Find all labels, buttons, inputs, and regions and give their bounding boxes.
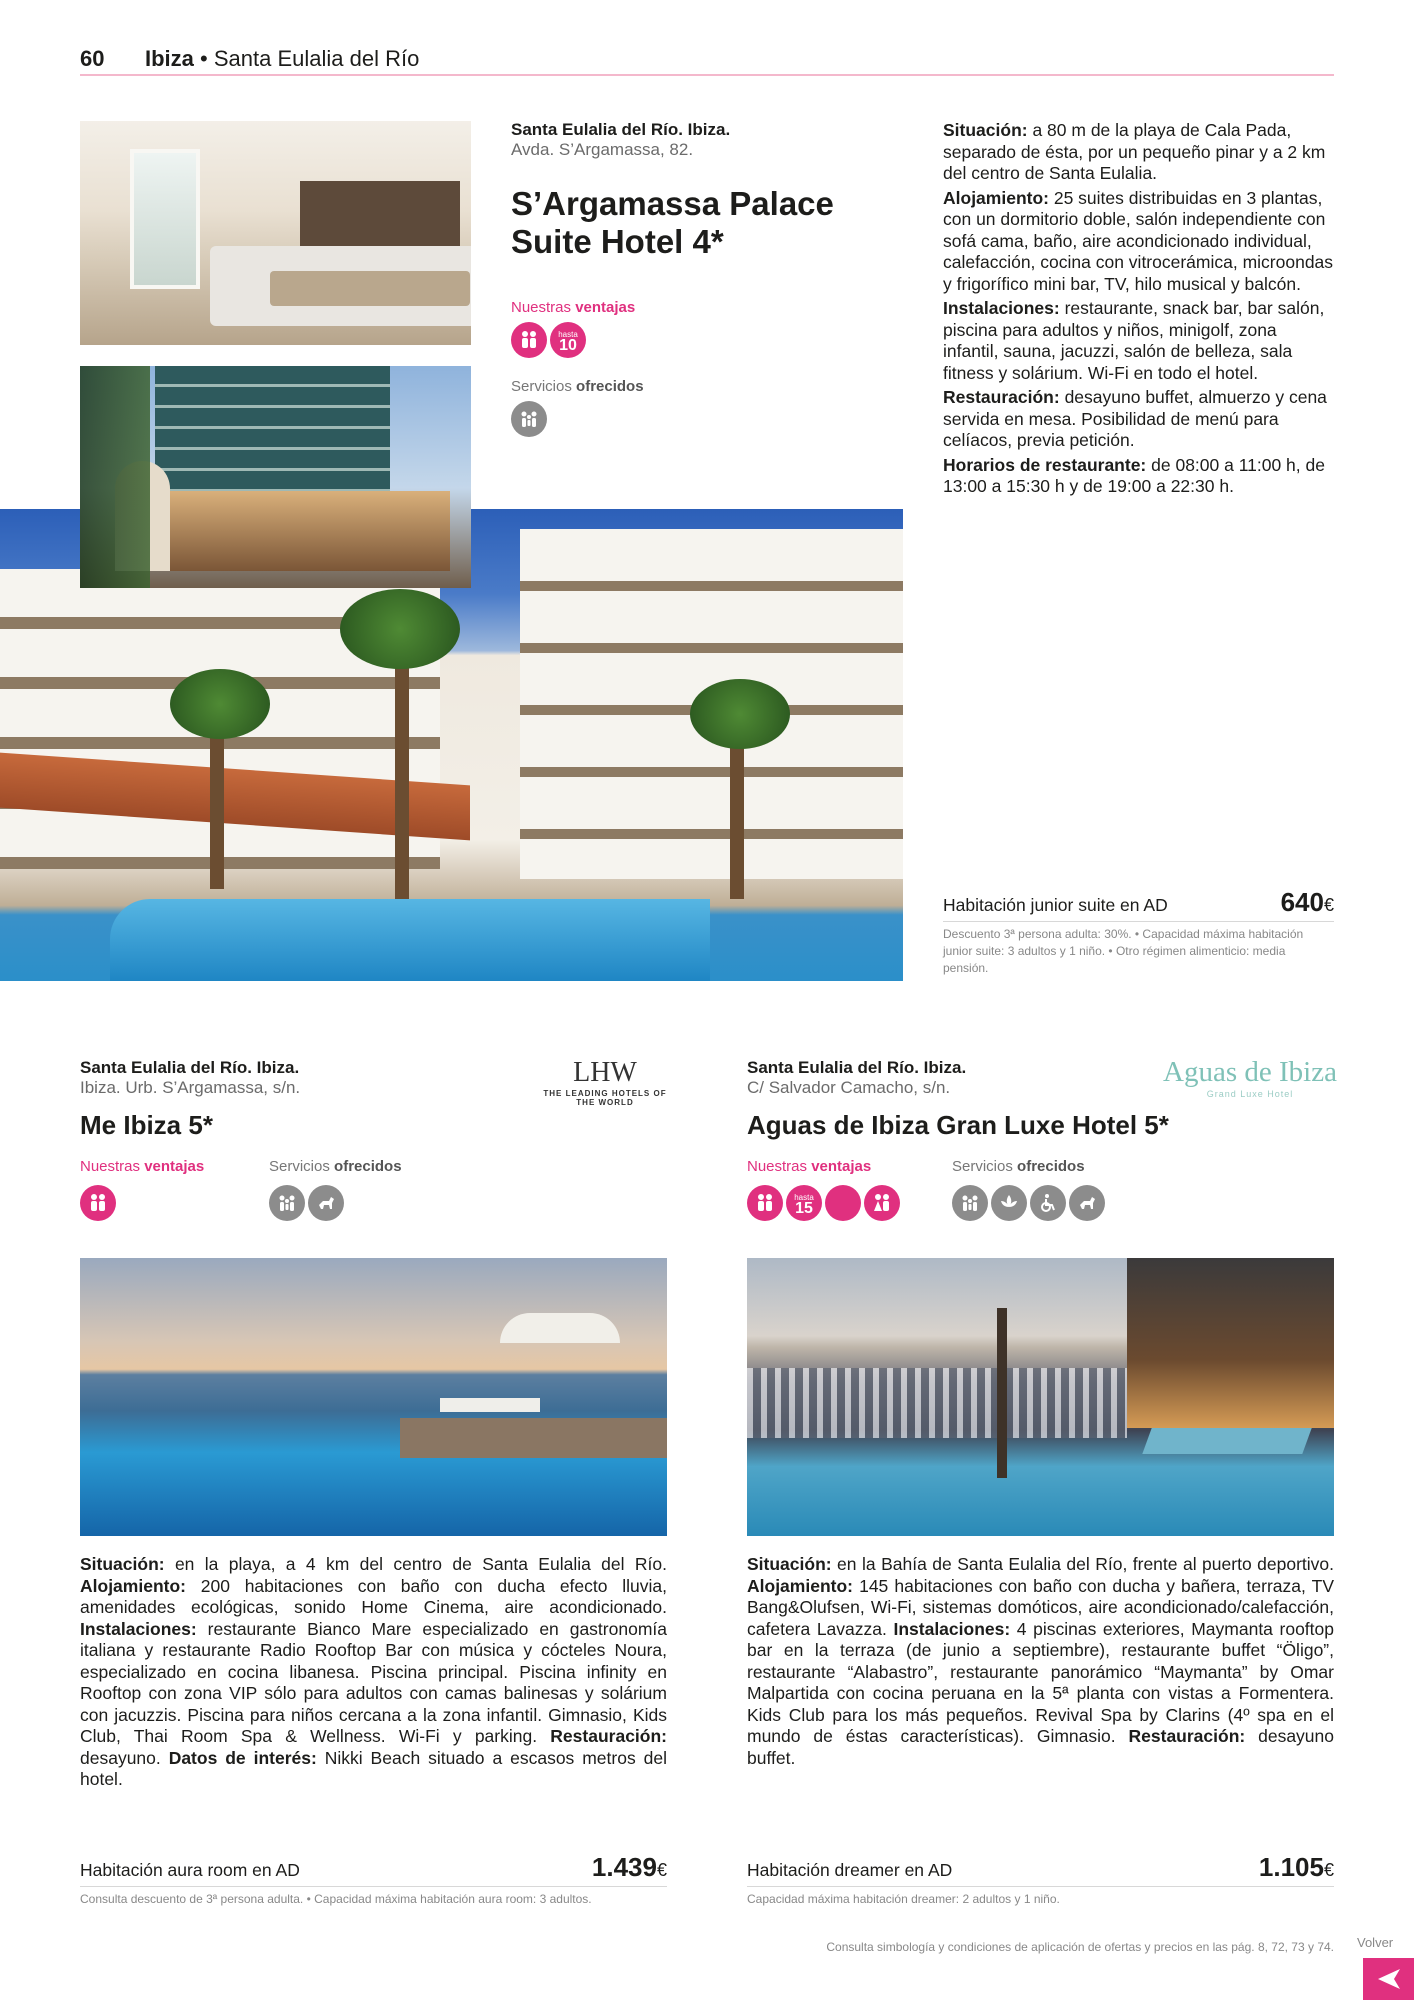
hotel3-address: C/ Salvador Camacho, s/n. [747,1078,951,1097]
hotel1-room-photo [80,121,471,345]
header-rule [80,74,1334,76]
hotel3-price-row [747,1852,1334,1887]
back-arrow-icon [1376,1967,1402,1991]
detail-key: Instalaciones: [943,298,1060,318]
detail-text: 145 habitaciones con baño con ducha y bañera, terraza, TV Bang&Olufsen, Wi-Fi, sistemas domóticos, aire acondicionado/calefacción, cafetera Lavazza. [747,1575,1334,1639]
detail-key: Instalaciones: [80,1618,197,1639]
hotel1-detail [943,188,1334,296]
hotel2-description [80,1554,667,1791]
logo-mark: LHW [573,1057,637,1088]
hotel2-services [269,1158,402,1221]
label-part-bold: ofrecidos [576,378,644,395]
badge-top: hasta [794,1193,814,1202]
kids-club-icon [952,1185,988,1221]
detail-text: desayuno. [80,1747,169,1768]
badge-value: 15 [795,1200,813,1217]
detail-text: de 08:00 a 11:00 h, de 13:00 a 15:30 h y de 19:00 a 22:30 h. [943,454,1325,496]
hotel1-detail [943,298,1334,384]
price-amount: 1.439 [591,1852,657,1882]
logo-sub: Grand Luxe Hotel [1206,1089,1294,1099]
detail-text: desayuno buffet, almuerzo y cena servida en mesa. Posibilidad de menú para celíacos, previa petición. [943,387,1327,450]
detail-key: Alojamiento: [943,187,1049,208]
kids-club-icon [511,401,547,437]
detail-key: Datos de interés: [168,1747,317,1768]
hotel1-service-icons [511,401,841,437]
spa-icon [991,1185,1027,1221]
hotel2-service-icons [269,1185,402,1221]
hotel2-address: Ibiza. Urb. S’Argamassa, s/n. [80,1078,301,1097]
label-part: Servicios [511,378,572,395]
detail-key: Restauración: [943,387,1060,407]
detail-key: Restauración: [550,1726,667,1746]
hotel1-price-label: Habitación junior suite en AD [943,895,1168,915]
label-part: Servicios [269,1158,330,1175]
hotel1-header [511,120,841,437]
label-part: Servicios [952,1158,1013,1175]
pet-friendly-icon [1069,1185,1105,1221]
hotel1-price-row [943,887,1334,922]
label-part-bold: ventajas [575,299,636,316]
pet-friendly-icon [308,1185,344,1221]
detail-text: 200 habitaciones con baño con ducha efecto lluvia, amenidades ecológicas, sonido Home Cinema, aire acondicionado. [80,1575,667,1617]
hotel1-name-line2: Suite Hotel 4* [511,223,724,260]
hotel3-description [747,1554,1334,1769]
detail-key: Situación: [943,120,1028,140]
detail-text: a 80 m de la playa de Cala Pada, separado de ésta, por un pequeño pinar y a 2 km del centro de Santa Eulalia. [943,120,1326,183]
back-label[interactable]: Volver [1357,1935,1394,1950]
page-section-title [145,46,419,72]
back-button[interactable] [1363,1958,1414,2000]
hotel1-detail [943,387,1334,452]
hasta-15-icon [786,1185,822,1221]
hotel1-price-note: Descuento 3ª persona adulta: 30%. • Capacidad máxima habitación junior suite: 3 adultos y 1 niño. • Otro régimen alimenticio: media pensión. [943,927,1304,975]
badge-top: hasta [558,330,578,339]
hotel1-name [511,185,841,261]
hotel2-header [80,1058,530,1141]
price-amount: 640 [1280,887,1324,917]
hotel1-advantages-label [511,299,841,316]
hotel2-price-block [80,1852,667,1908]
hotel3-price-block [747,1852,1334,1908]
hotel1-detail [943,120,1334,185]
hotel2-brand-logo [540,1057,670,1119]
label-part: Nuestras [511,299,572,316]
detail-key: Horarios de restaurante: [943,454,1147,475]
accessible-icon [1030,1185,1066,1221]
hotel3-brand-logo [1160,1056,1340,1099]
hotel1-price-block [943,887,1334,977]
hotel2-advantages [80,1158,204,1221]
price-currency: € [1323,1860,1334,1880]
hotel3-service-icons [952,1185,1105,1221]
detail-text: 25 suites distribuidas en 3 plantas, con un dormitorio doble, salón independiente con sofá cama, baño, aire acondicionado individual, calefacción, cocina con vitrocerámica, microondas y frigorífico mini bar, TV, hilo musical y balcón. [943,187,1334,294]
hotel1-exterior-photo [80,366,471,588]
detail-text: desayuno buffet. [747,1726,1335,1768]
label-part-bold: ofrecidos [334,1158,402,1175]
detail-text: restaurante, snack bar, bar salón, piscina para adultos y niños, minigolf, zona infantil, sauna, jacuzzi, salón de belleza, sala fitness y solárium. Wi-Fi en todo el hotel. [943,298,1325,383]
hotel2-services-label [269,1158,402,1175]
detail-key: Instalaciones: [893,1618,1011,1639]
price-currency: € [1323,895,1334,915]
hasta-10-icon [550,322,586,358]
hotel2-price-row [80,1852,667,1887]
hotel3-location: Santa Eulalia del Río. Ibiza. [747,1058,967,1077]
detail-text: restaurante Bianco Mare especializado en gastronomía italiana y restaurante Radio Rooftop Bar con música y cócteles Noura, especializado en cocina libanesa. Piscina principal. Piscina infinity en Rooftop con zona VIP sólo para adultos con camas balinesas y solárium con jacuzzis. Piscina para niños cercana a la zona infantil. Gimnasio, Kids Club, Thai Room Spa & Wellness. Wi-Fi y parking. [80,1618,667,1746]
page-number: 60 [80,46,105,71]
hotel3-price [1259,1852,1334,1883]
detail-key: Situación: [80,1554,165,1574]
detail-key: Alojamiento: [80,1575,186,1596]
hotel3-advantages [747,1158,900,1221]
logo-name: Aguas de Ibiza [1163,1056,1337,1088]
detail-key: Situación: [747,1554,832,1574]
price-currency: € [656,1860,667,1880]
novios-icon [864,1185,900,1221]
detail-text: en la playa, a 4 km del centro de Santa Eulalia del Río. [164,1554,667,1574]
luna-de-miel-icon [825,1185,861,1221]
hotel1-name-line1: S’Argamassa Palace [511,185,834,222]
hotel2-pool-photo [80,1258,667,1536]
label-part: Nuestras [747,1158,808,1175]
hotel3-name: Aguas de Ibiza Gran Luxe Hotel 5* [747,1110,1169,1140]
area-name: Santa Eulalia del Río [213,46,420,71]
footer-disclaimer: Consulta simbología y condiciones de aplicación de ofertas y precios en las pág. 8, 72, 73 y 74. [826,1940,1334,1954]
price-amount: 1.105 [1258,1852,1324,1882]
descuento-icon [511,322,547,358]
region-name: Ibiza [145,46,194,71]
hotel2-price [592,1852,667,1883]
descuento-icon [80,1185,116,1221]
hotel2-advantage-icons [80,1185,204,1221]
detail-key: Alojamiento: [747,1575,853,1596]
hotel3-rooftop-photo [747,1258,1334,1536]
hotel3-advantage-icons [747,1185,900,1221]
label-part-bold: ventajas [144,1158,205,1175]
hotel3-price-note: Capacidad máxima habitación dreamer: 2 adultos y 1 niño. [747,1892,1060,1906]
hotel2-location: Santa Eulalia del Río. Ibiza. [80,1058,300,1077]
hotel3-advantages-label [747,1158,900,1175]
hotel3-services [952,1158,1105,1221]
hotel1-advantage-icons [511,322,841,358]
detail-key: Restauración: [1128,1726,1246,1746]
label-part-bold: ventajas [811,1158,872,1175]
kids-club-icon [269,1185,305,1221]
detail-text: 4 piscinas exteriores, Maymanta rooftop bar en la terraza (de junio a septiembre), restaurante buffet “Öligo”, restaurante “Alabastro”, restaurante panorámico “Maymanta” by Omar Malpartida con cocina peruana en la 5ª planta con vistas a Formentera. Kids Club para los más pequeños. Revival Spa by Clarins (4º spa en el mundo de éstas características). Gimnasio. [747,1618,1334,1746]
logo-text: THE LEADING HOTELS OF THE WORLD [543,1089,667,1107]
hotel2-name: Me Ibiza 5* [80,1110,213,1140]
hotel2-price-label: Habitación aura room en AD [80,1860,300,1880]
hotel1-address: Avda. S’Argamassa, 82. [511,140,694,159]
hotel1-description [943,120,1334,501]
hotel1-location: Santa Eulalia del Río. Ibiza. [511,120,731,139]
label-part: Nuestras [80,1158,141,1175]
detail-text: Nikki Beach situado a escasos metros del hotel. [80,1747,667,1789]
hotel2-advantages-label [80,1158,204,1175]
hotel1-services-label [511,378,841,395]
separator: • [200,46,208,71]
hotel1-price [1281,887,1334,918]
detail-text: en la Bahía de Santa Eulalia del Río, frente al puerto deportivo. [831,1554,1334,1574]
hotel1-detail [943,455,1334,498]
badge-value: 10 [559,337,577,354]
descuento-icon [747,1185,783,1221]
hotel2-price-note: Consulta descuento de 3ª persona adulta. • Capacidad máxima habitación aura room: 3 adultos. [80,1892,592,1906]
hotel3-services-label [952,1158,1105,1175]
hotel3-price-label: Habitación dreamer en AD [747,1860,953,1880]
label-part-bold: ofrecidos [1017,1158,1085,1175]
